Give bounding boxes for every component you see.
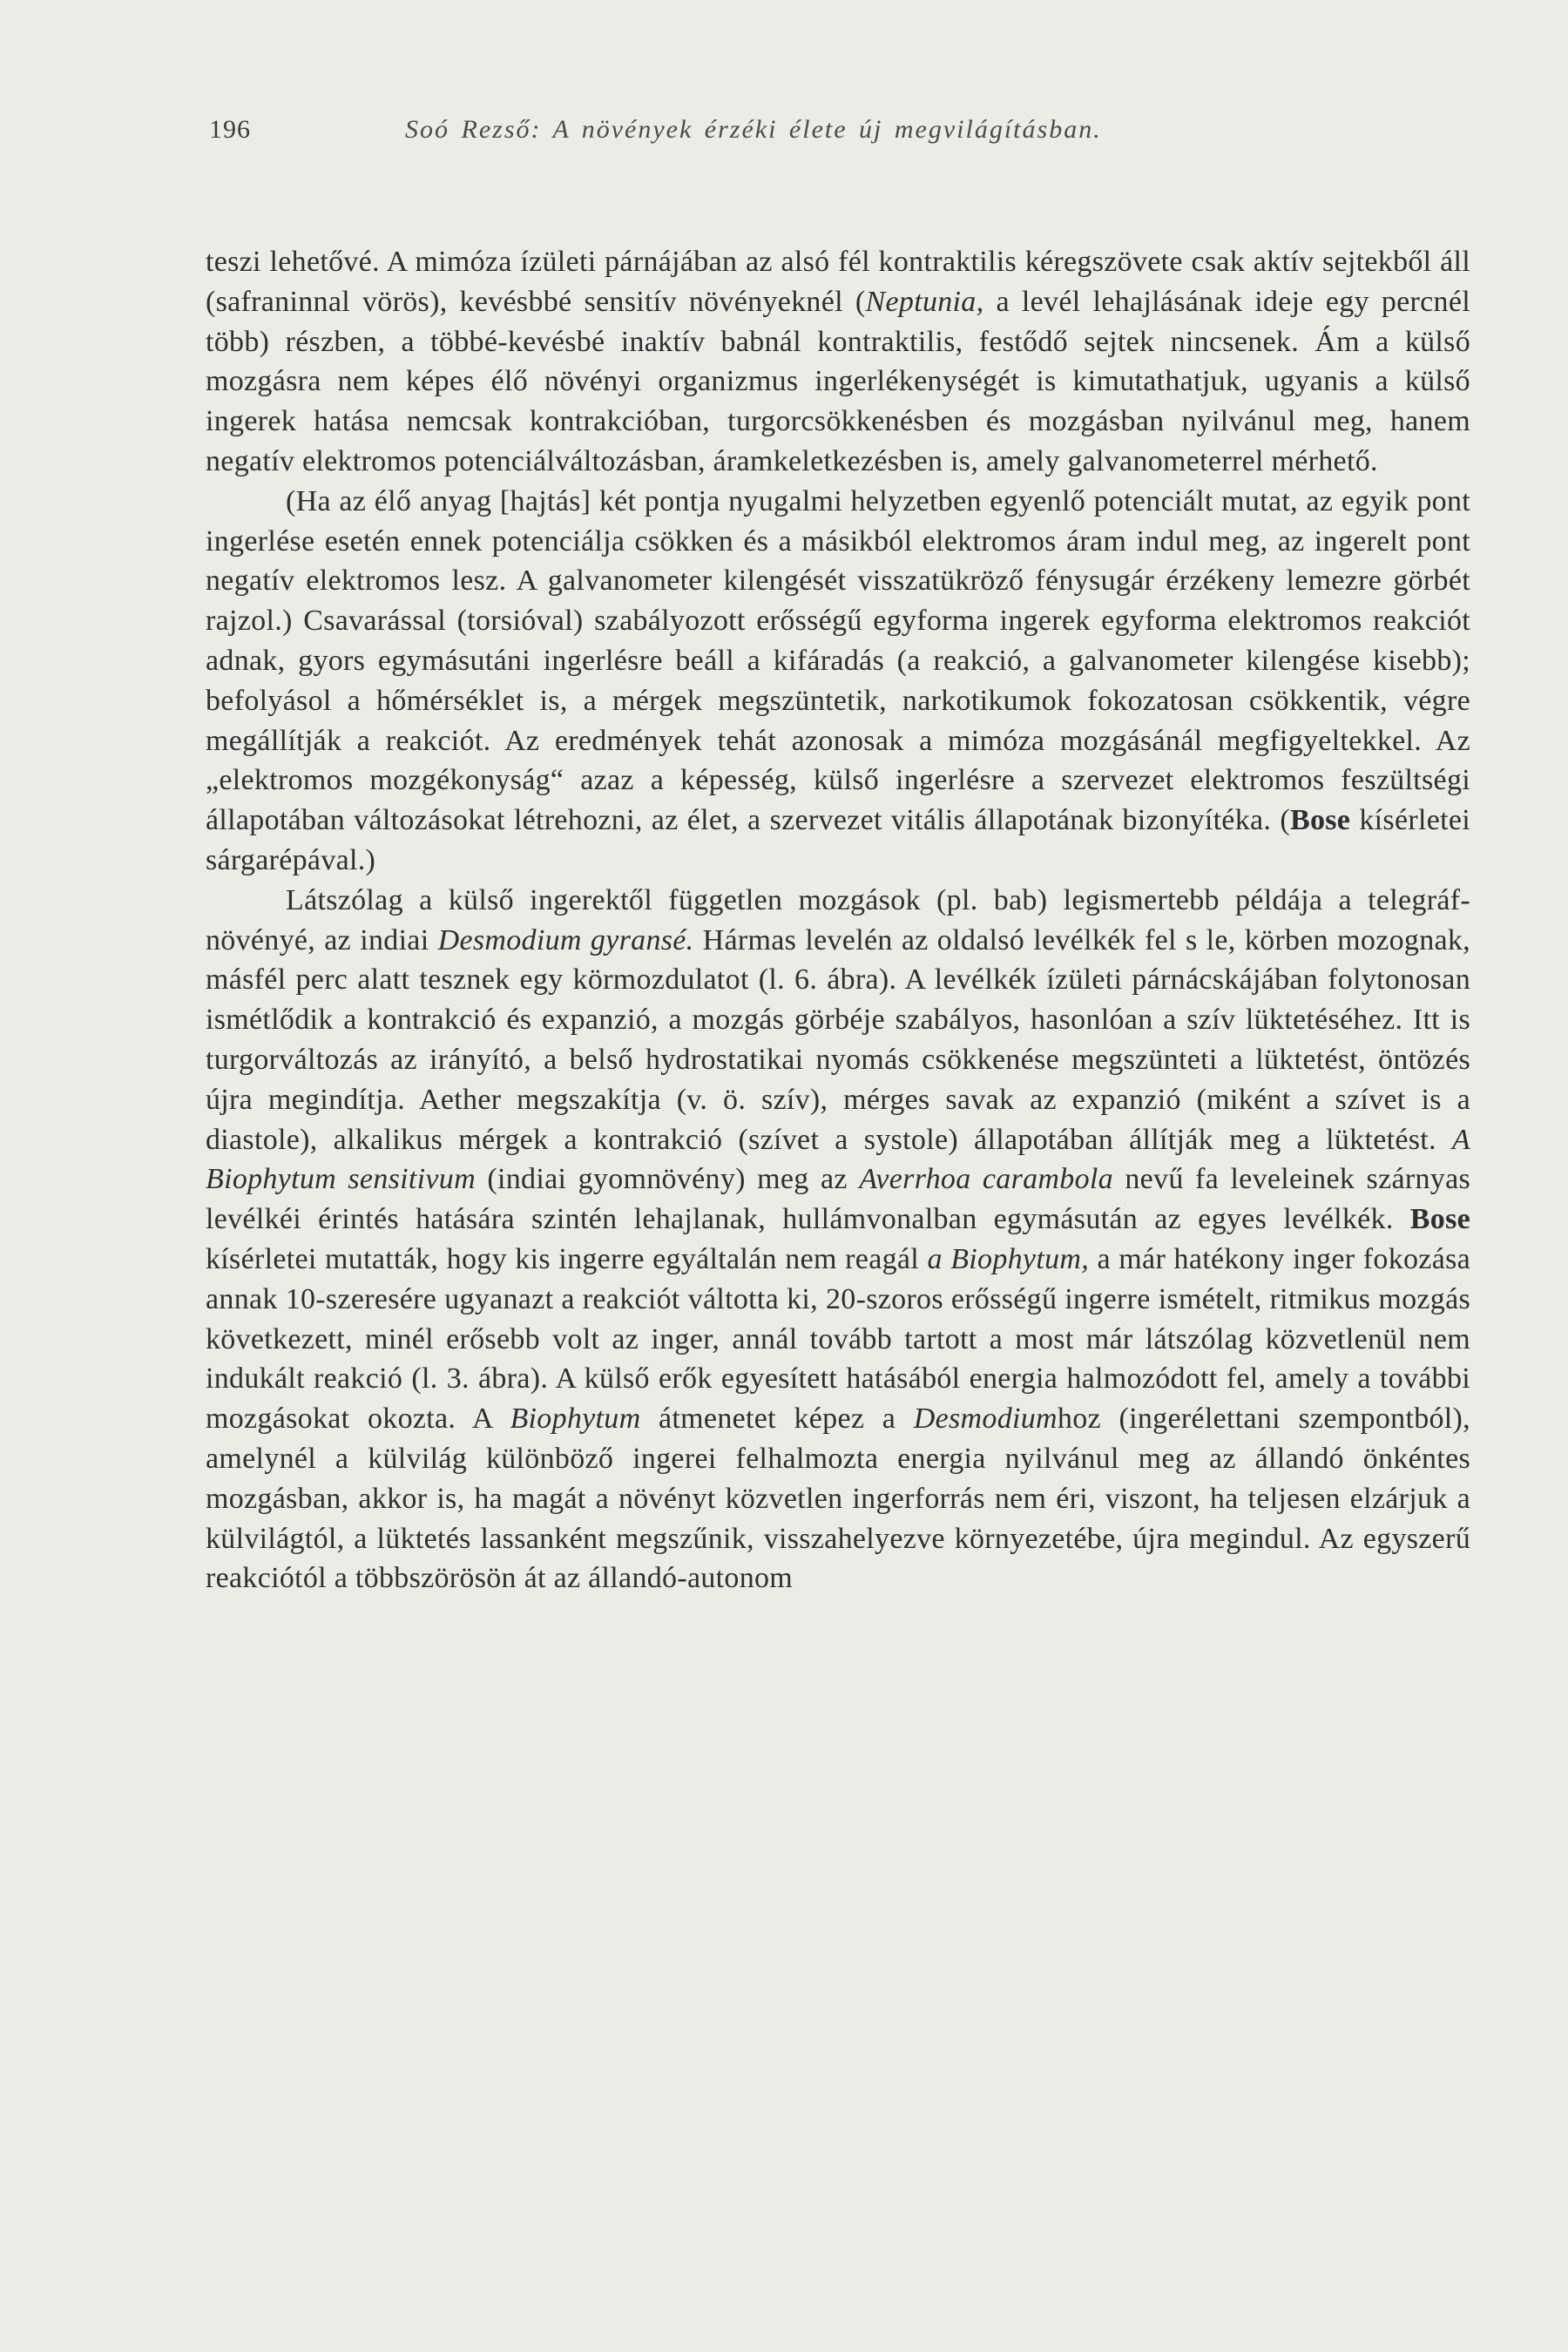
paragraph-3 <box>206 881 1470 1598</box>
text-span: (indiai gyomnövény) meg az <box>475 1163 860 1196</box>
bold-name: Bose <box>1409 1203 1470 1236</box>
italic-term: Desmodium gyransé. <box>437 923 694 956</box>
paragraph-2 <box>206 482 1470 881</box>
running-title: Soó Rezső: A növények érzéki élete új megvilágításban. <box>405 115 1102 144</box>
text-span: nevű fa leveleinek szárnyas levélkéi érintés hatására szintén lehajlanak, hullámvonalban egymásután az egyes levélkék. <box>206 1163 1470 1236</box>
italic-term: a Biophytum, <box>927 1242 1090 1275</box>
italic-term: A Biophytum sensitivum <box>206 1123 1470 1196</box>
body-text <box>206 242 1470 1598</box>
text-span: a levél lehajlásának ideje egy percnél több) részben, a többé-kevésbé inaktív babnál kontraktilis, festődő sejtek nincsenek. Ám a külső mozgásra nem képes élő növényi organizmus ingerlékenységét is kimutathatjuk, ugyanis a külső ingerek hatása nemcsak kontrakcióban, turgorcsökkenésben és mozgásban nyilvánul meg, hanem negatív elektromos potenciálváltozásban, áramkeletkezésben is, amely galvanometerrel mérhető. <box>206 285 1470 477</box>
text-span: Hármas levelén az oldalsó levélkék fel s le, körben mozognak, másfél perc alatt tesznek egy körmozdulatot (l. 6. ábra). A levélkék ízületi párnácskájában folytonosan ismétlődik a kontrakció és expanzió, a mozgás görbéje szabályos, hasonlóan a szív lüktetéséhez. Itt is turgorváltozás az irányító, a belső hydrostatikai nyomás csökkenése megszünteti a lüktetést, öntözés újra megindítja. Aether megszakítja (v. ö. szív), mérges savak az expanzió (miként a szívet is a diastole), alkalikus mérgek a kontrakció (szívet a systole) állapotában állítják meg a lüktetést. <box>206 923 1470 1156</box>
italic-term: Neptunia, <box>865 285 984 318</box>
text-span: a már hatékony inger fokozása annak 10-szeresére ugyanazt a reakciót váltotta ki, 20-szoros erősségű ingerre ismételt, ritmikus mozgás következett, minél erősebb volt az inger, annál tovább tartott a most már látszólag közvetlenül nem indukált reakció (l. 3. ábra). A külső erők egyesített hatásából energia halmozódott fel, amely a további mozgásokat okozta. A <box>206 1242 1471 1436</box>
text-span: átmenetet képez a <box>640 1402 914 1436</box>
italic-term: Averrhoa carambola <box>859 1163 1113 1196</box>
paragraph-1 <box>206 242 1470 482</box>
text-span: teszi lehetővé. A mimóza ízületi párnájában az alsó fél kontraktilis kéregszövete csak aktív sejtekből áll (safraninnal vörös), kevésbbé sensitív növényeknél ( <box>206 246 1470 318</box>
text-span: kísérletei mutatták, hogy kis ingerre egyáltalán nem reagál <box>206 1242 928 1275</box>
bold-name: Bose <box>1290 804 1351 837</box>
text-span: hoz (ingerélettani szempontból), amelynél a külvilág különböző ingerei felhalmozta energia nyilvánul meg az állandó önkéntes mozgásban, akkor is, ha magát a növényt közvetlen ingerforrás nem éri, viszont, ha teljesen elzárjuk a külvilágtól, a lüktetés lassanként megszűnik, visszahelyezve környezetébe, újra megindul. Az egyszerű reakciótól a többszörösön át az állandó-autonom <box>206 1402 1470 1595</box>
text-span: kísérletei sárgarépával.) <box>206 804 1470 876</box>
italic-term: Biophytum <box>510 1402 641 1436</box>
page-number: 196 <box>209 115 251 144</box>
page-header <box>209 115 1472 150</box>
italic-term: Desmodium <box>913 1402 1058 1436</box>
text-span: (Ha az élő anyag [hajtás] két pontja nyugalmi helyzetben egyenlő potenciált mutat, az egyik pont ingerlése esetén ennek potenciálja csökken és a másikból elektromos áram indul meg, az ingerelt pont negatív elektromos lesz. A galvanometer kilengését visszatükröző fénysugár érzékeny lemezre görbét rajzol.) Csavarással (torsióval) szabályozott erősségű egyforma ingerek egyforma elektromos reakciót adnak, gyors egymásutáni ingerlésre beáll a kifáradás (a reakció, a galvanometer kilengése kisebb); befolyásol a hőmérséklet is, a mérgek megszüntetik, narkotikumok fokozatosan csökkentik, végre megállítják a reakciót. Az eredmények tehát azonosak a mimóza mozgásánál megfigyeltekkel. Az „elektromos mozgékonyság“ azaz a képesség, külső ingerlésre a szervezet elektromos feszültségi állapotában változásokat létrehozni, az élet, a szervezet vitális állapotának bizonyítéka. ( <box>206 484 1470 837</box>
text-span: Látszólag a külső ingerektől független mozgások (pl. bab) legismertebb példája a telegráf-növényé, az indiai <box>206 883 1470 956</box>
